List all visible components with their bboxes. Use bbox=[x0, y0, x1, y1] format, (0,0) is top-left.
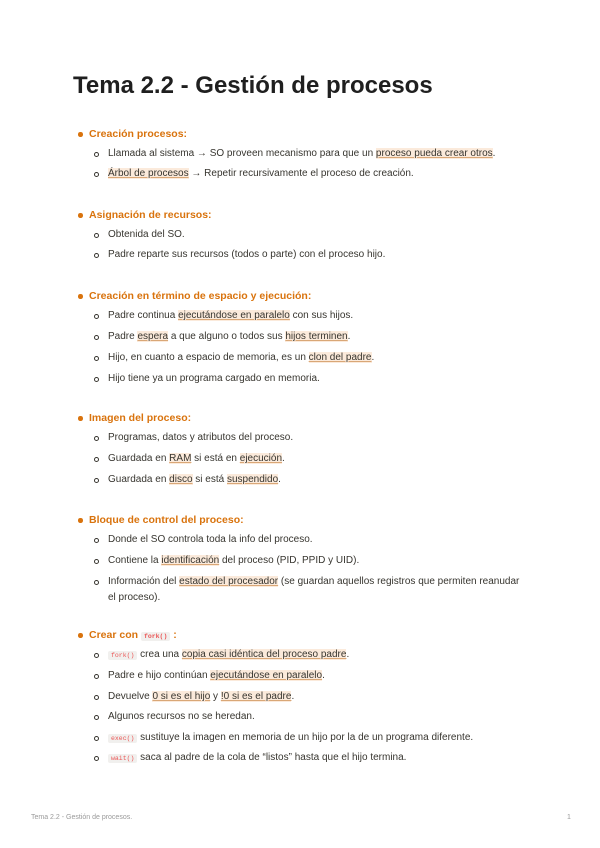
page-number: 1 bbox=[567, 814, 571, 821]
list-item: Devuelve 0 si es el hijo y !0 si es el padre. bbox=[108, 691, 295, 702]
list-item: Hijo tiene ya un programa cargado en memoria. bbox=[108, 373, 320, 384]
list-item: exec() sustituye la imagen en memoria de un hijo por la de un programa diferente. bbox=[108, 730, 473, 747]
section-bullet bbox=[78, 633, 83, 638]
section-heading: Asignación de recursos: bbox=[89, 209, 212, 221]
item-bullet bbox=[94, 377, 99, 382]
item-bullet bbox=[94, 356, 99, 361]
list-item: Información del estado del procesador (se guardan aquellos registros que permiten reanudar el proceso). bbox=[108, 576, 520, 603]
list-item: Hijo, en cuanto a espacio de memoria, es un clon del padre. bbox=[108, 352, 375, 363]
item-bullet bbox=[94, 314, 99, 319]
section-bullet bbox=[78, 294, 83, 299]
list-item: Obtenida del SO. bbox=[108, 229, 185, 240]
item-bullet bbox=[94, 172, 99, 177]
item-bullet bbox=[94, 233, 99, 238]
list-item: Contiene la identificación del proceso (PID, PPID y UID). bbox=[108, 555, 360, 566]
section-bullet bbox=[78, 416, 83, 421]
item-bullet bbox=[94, 538, 99, 543]
item-bullet bbox=[94, 436, 99, 441]
section-heading: Creación procesos: bbox=[89, 128, 188, 140]
list-item: Padre continua ejecutándose en paralelo con sus hijos. bbox=[108, 310, 354, 321]
section-bullet bbox=[78, 213, 83, 218]
item-bullet bbox=[94, 457, 99, 462]
item-bullet bbox=[94, 253, 99, 258]
item-bullet bbox=[94, 559, 99, 564]
list-item: Guardada en disco si está suspendido. bbox=[108, 474, 281, 485]
list-item: Padre e hijo continúan ejecutándose en paralelo. bbox=[108, 670, 325, 681]
item-bullet bbox=[94, 715, 99, 720]
section-bullet bbox=[78, 518, 83, 523]
item-bullet bbox=[94, 736, 99, 741]
section-bullet bbox=[78, 132, 83, 137]
section-heading: Creación en término de espacio y ejecución: bbox=[89, 290, 312, 302]
item-bullet bbox=[94, 756, 99, 761]
item-bullet bbox=[94, 580, 99, 585]
list-item: Algunos recursos no se heredan. bbox=[108, 711, 255, 722]
list-item: Programas, datos y atributos del proceso. bbox=[108, 432, 294, 443]
list-item: wait() saca al padre de la cola de “listos” hasta que el hijo termina. bbox=[108, 750, 406, 767]
item-bullet bbox=[94, 152, 99, 157]
item-bullet bbox=[94, 335, 99, 340]
list-item: Llamada al sistema → SO proveen mecanismo para que un proceso pueda crear otros. bbox=[108, 148, 496, 159]
item-bullet bbox=[94, 674, 99, 679]
item-bullet bbox=[94, 653, 99, 658]
section-heading: Bloque de control del proceso: bbox=[89, 514, 244, 526]
list-item: fork() crea una copia casi idéntica del proceso padre. bbox=[108, 647, 349, 664]
list-item: Padre espera a que alguno o todos sus hijos terminen. bbox=[108, 331, 351, 342]
item-bullet bbox=[94, 478, 99, 483]
section-heading: Crear con fork() : bbox=[89, 629, 177, 641]
section-heading: Imagen del proceso: bbox=[89, 412, 192, 424]
list-item: Árbol de procesos → Repetir recursivamente el proceso de creación. bbox=[108, 168, 414, 179]
item-bullet bbox=[94, 695, 99, 700]
footer-title: Tema 2.2 - Gestión de procesos. bbox=[31, 814, 133, 821]
list-item: Padre reparte sus recursos (todos o parte) con el proceso hijo. bbox=[108, 249, 386, 260]
list-item: Guardada en RAM si está en ejecución. bbox=[108, 453, 285, 464]
page-title: Tema 2.2 - Gestión de procesos bbox=[73, 72, 433, 99]
list-item: Donde el SO controla toda la info del proceso. bbox=[108, 534, 313, 545]
